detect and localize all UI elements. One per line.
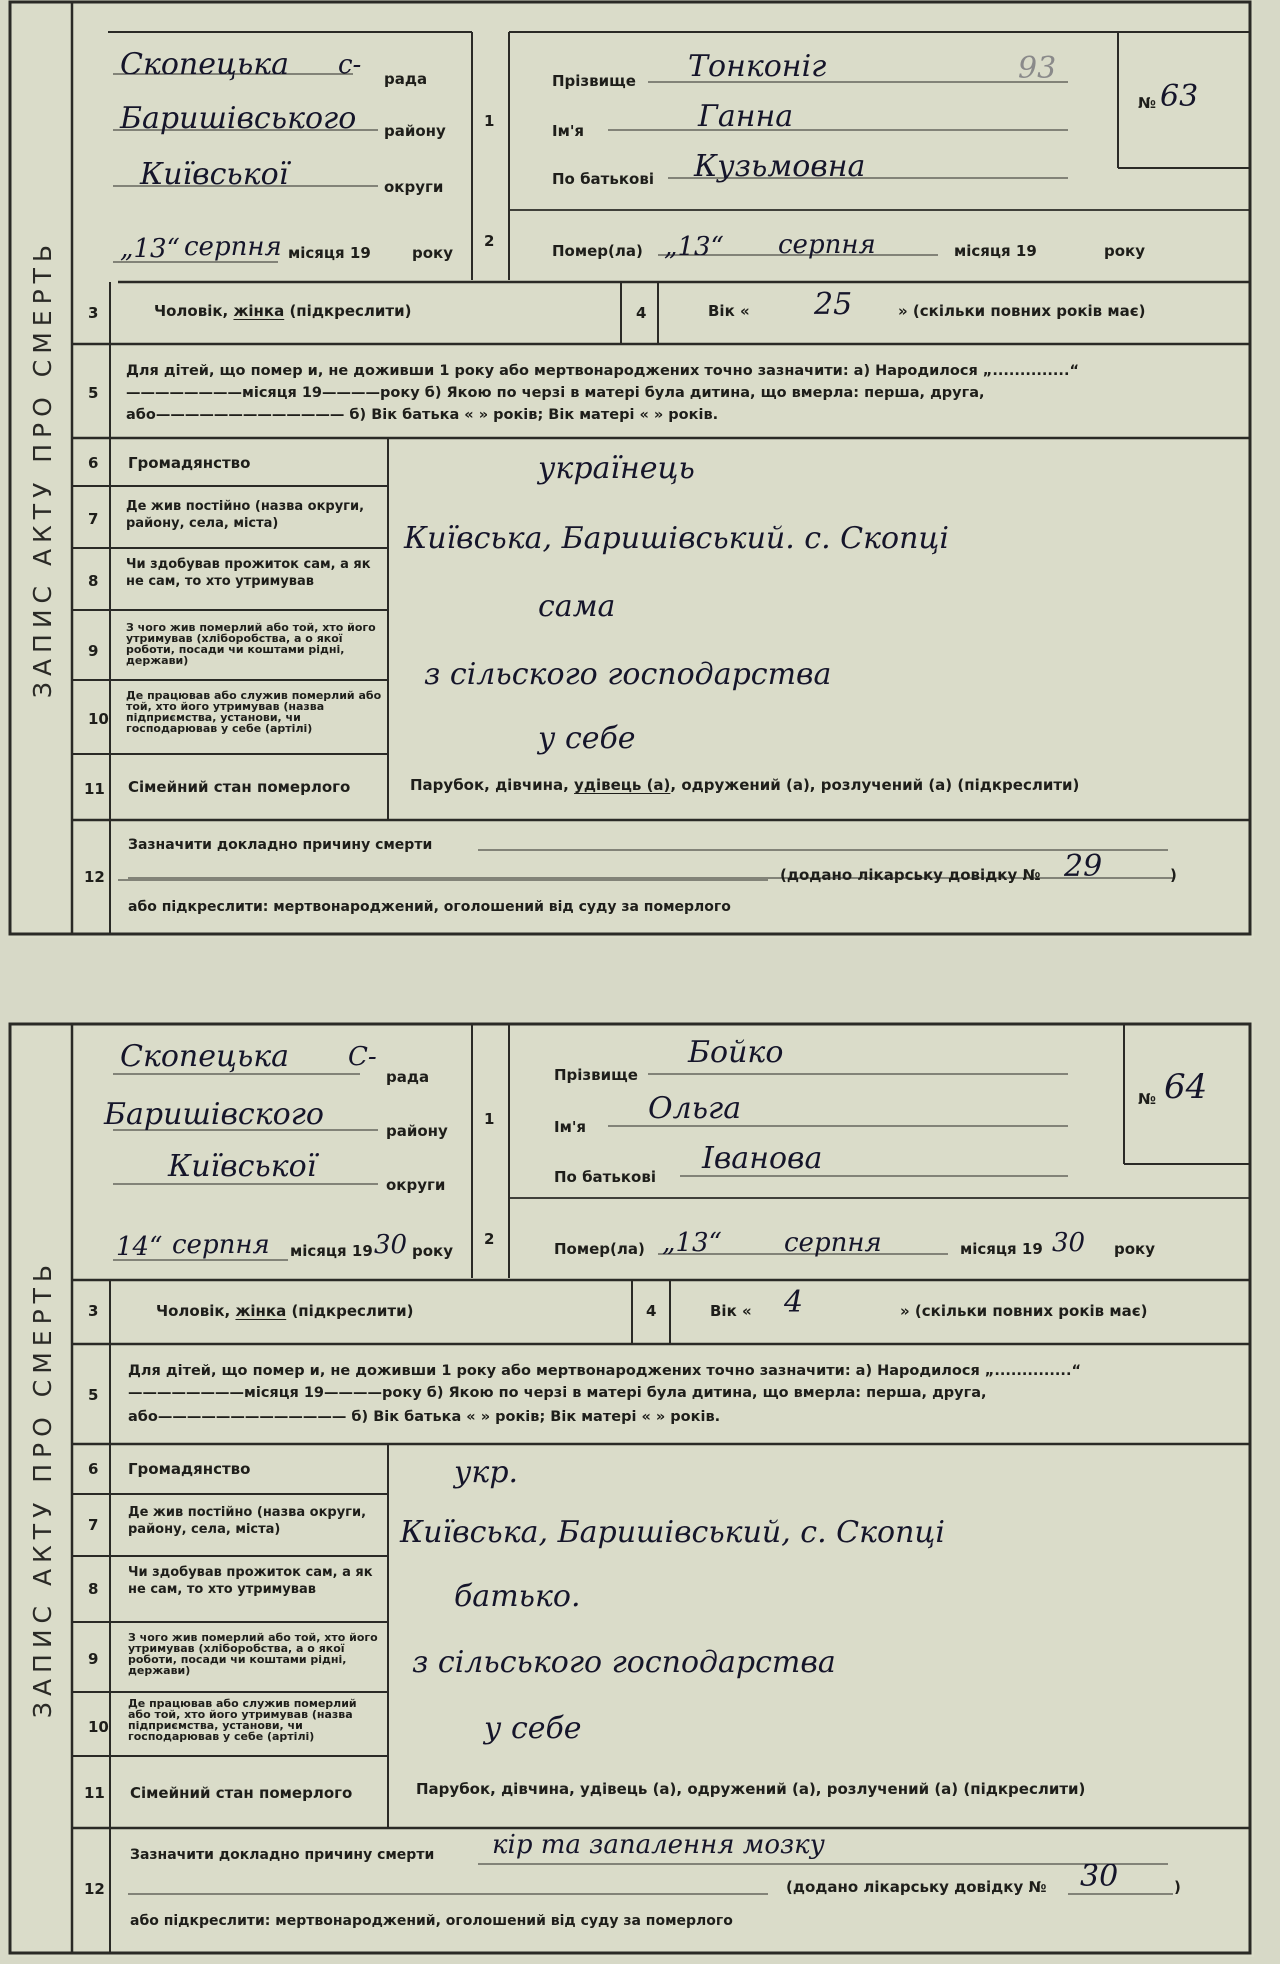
workplace-value: у себе bbox=[538, 721, 636, 756]
rada-label: рада bbox=[386, 1068, 430, 1086]
row-number-11: 11 bbox=[84, 1784, 105, 1802]
row-number-12: 12 bbox=[84, 868, 105, 886]
number-label: № bbox=[1138, 94, 1157, 112]
sex-label: Чоловік, жінка (підкреслити) bbox=[154, 302, 412, 320]
village-value: Скопецька bbox=[120, 1039, 290, 1074]
raion-label: району bbox=[384, 122, 446, 140]
children-line-1: Для дітей, що помер и, не доживши 1 року або мертвонароджених точно зазначити: а) Народилося „..............“ bbox=[126, 363, 1079, 379]
row-number-10: 10 bbox=[88, 1718, 109, 1736]
age-label: Вік « bbox=[708, 302, 750, 320]
residence-label: Де жив постійно (назва округи, району, села, міста) bbox=[128, 1505, 367, 1537]
death-year-label: року bbox=[1114, 1240, 1156, 1258]
okrug-label: округи bbox=[386, 1176, 446, 1194]
residence-value: Київська, Баришівський. с. Скопці bbox=[404, 521, 949, 556]
certificate-value: 30 bbox=[1080, 1859, 1119, 1894]
sex-female-underlined: жінка bbox=[233, 302, 285, 320]
row-number-1: 1 bbox=[484, 1110, 495, 1128]
row-number-4: 4 bbox=[636, 304, 647, 322]
number-label: № bbox=[1138, 1090, 1157, 1108]
name-label: Ім'я bbox=[554, 1118, 587, 1136]
row-number-11: 11 bbox=[84, 780, 105, 798]
death-year-value: 30 bbox=[1052, 1228, 1086, 1258]
death-day-value: „13“ bbox=[662, 1228, 722, 1258]
patronymic-value: Кузьмовна bbox=[694, 149, 866, 184]
marital-options: Парубок, дівчина, удівець (а), одружений (а), розлучений (а) (підкреслити) bbox=[410, 776, 1080, 794]
row-number-7: 7 bbox=[88, 510, 99, 528]
raion-label: району bbox=[386, 1122, 448, 1140]
citizenship-label: Громадянство bbox=[128, 1460, 251, 1478]
row-number-9: 9 bbox=[88, 1650, 99, 1668]
row-number-2: 2 bbox=[484, 232, 495, 250]
patronymic-value: Іванова bbox=[702, 1141, 823, 1176]
age-value: 4 bbox=[784, 1285, 804, 1320]
age-suffix-label: » (скільки повних років має) bbox=[898, 302, 1146, 320]
reg-year-label: року bbox=[412, 1242, 454, 1260]
residence-value: Київська, Баришівський, с. Скопці bbox=[400, 1515, 945, 1550]
children-line-3: або————————————— б) Вік батька « » років; Вік матері « » років. bbox=[128, 1409, 721, 1425]
workplace-label: Де працював або служив померлий або той, хто його утримував (назва підприємства, установи, чи господарював у себе (артілі) bbox=[126, 689, 382, 735]
district-value: Баришівського bbox=[120, 101, 357, 136]
reg-day-value: 14“ bbox=[116, 1232, 163, 1262]
death-record-form-63 bbox=[8, 0, 1254, 938]
source-label: З чого жив померлий або той, хто його утримував (хліборобства, а о якої роботи, посади чи коштами рідні, держави) bbox=[128, 1631, 378, 1677]
side-title: ЗАПИС АКТУ ПРО СМЕРТЬ bbox=[28, 1258, 58, 1719]
cause-value: кір та запалення мозку bbox=[492, 1830, 825, 1860]
patronymic-label: По батькові bbox=[554, 1168, 656, 1186]
side-title: ЗАПИС АКТУ ПРО СМЕРТЬ bbox=[28, 238, 58, 698]
patronymic-label: По батькові bbox=[552, 170, 654, 188]
row-number-10: 10 bbox=[88, 710, 109, 728]
death-month-label: місяця 19 bbox=[960, 1240, 1043, 1258]
children-line-2: ————————місяця 19————року б) Якою по черзі в матері була дитина, що вмерла: перша, друга, bbox=[128, 1385, 987, 1401]
reg-month-value: серпня bbox=[172, 1230, 270, 1260]
row-number-4: 4 bbox=[646, 1302, 657, 1320]
okrug-label: округи bbox=[384, 178, 444, 196]
certificate-label: (додано лікарську довідку № bbox=[780, 866, 1041, 884]
record-number: 64 bbox=[1164, 1067, 1208, 1107]
cause-label: Зазначити докладно причину смерти bbox=[130, 1847, 435, 1863]
citizenship-value: українець bbox=[538, 451, 695, 486]
village-suffix-value: С- bbox=[348, 1042, 377, 1072]
citizenship-label: Громадянство bbox=[128, 454, 251, 472]
age-label: Вік « bbox=[710, 1302, 752, 1320]
death-month-label: місяця 19 bbox=[954, 242, 1037, 260]
district-value: Баришівского bbox=[104, 1097, 324, 1132]
row-number-7: 7 bbox=[88, 1516, 99, 1534]
residence-label: Де жив постійно (назва округи, району, села, міста) bbox=[126, 499, 365, 531]
row-number-6: 6 bbox=[88, 454, 99, 472]
livelihood-value: батько. bbox=[454, 1579, 581, 1614]
row-number-1: 1 bbox=[484, 112, 495, 130]
cause-label: Зазначити докладно причину смерти bbox=[128, 837, 433, 853]
row-number-9: 9 bbox=[88, 642, 99, 660]
rada-label: рада bbox=[384, 70, 428, 88]
death-date-label: Помер(ла) bbox=[552, 242, 643, 260]
surname-label: Прізвище bbox=[552, 72, 636, 90]
age-suffix-label: » (скільки повних років має) bbox=[900, 1302, 1148, 1320]
source-value: з сільського господарства bbox=[412, 1645, 836, 1680]
source-value: з сільского господарства bbox=[424, 657, 832, 692]
pencil-note: 93 bbox=[1018, 51, 1057, 86]
name-value: Ольга bbox=[648, 1091, 742, 1126]
row-number-5: 5 bbox=[88, 384, 99, 402]
children-line-1: Для дітей, що помер и, не доживши 1 року або мертвонароджених точно зазначити: а) Народилося „..............“ bbox=[128, 1363, 1081, 1379]
certificate-value: 29 bbox=[1064, 849, 1103, 884]
surname-value: Бойко bbox=[688, 1035, 784, 1070]
death-day-value: „13“ bbox=[664, 232, 724, 262]
certificate-label: (додано лікарську довідку № bbox=[786, 1878, 1047, 1896]
row-number-6: 6 bbox=[88, 1460, 99, 1478]
reg-month-label: місяця 19 bbox=[290, 1242, 373, 1260]
death-month-value: серпня bbox=[784, 1228, 882, 1258]
citizenship-value: укр. bbox=[454, 1455, 519, 1490]
livelihood-value: сама bbox=[538, 589, 616, 624]
okrug-value: Київської bbox=[168, 1149, 317, 1184]
livelihood-label: Чи здобував прожиток сам, а як не сам, то хто утримував bbox=[128, 1565, 373, 1597]
row-number-3: 3 bbox=[88, 1302, 99, 1320]
marital-widow-underlined: удівець (а) bbox=[574, 776, 671, 794]
village-suffix-value: с- bbox=[338, 50, 362, 80]
death-month-value: серпня bbox=[778, 230, 876, 260]
children-line-2: ————————місяця 19————року б) Якою по черзі в матері була дитина, що вмерла: перша, друга, bbox=[126, 385, 985, 401]
workplace-label: Де працював або служив померлий або той, хто його утримував (назва підприємства, установи, чи господарював у себе (артілі) bbox=[128, 1697, 357, 1743]
sex-label: Чоловік, жінка (підкреслити) bbox=[156, 1302, 414, 1320]
reg-year-label: року bbox=[412, 244, 454, 262]
row-number-8: 8 bbox=[88, 1580, 99, 1598]
name-label: Ім'я bbox=[552, 122, 585, 140]
source-label: З чого жив померлий або той, хто його утримував (хліборобства, а о якої роботи, посади чи коштами рідні, держави) bbox=[126, 621, 376, 667]
reg-year-value: 30 bbox=[374, 1230, 408, 1260]
sex-female-underlined: жінка bbox=[235, 1302, 287, 1320]
record-number: 63 bbox=[1160, 79, 1199, 114]
marital-status-label: Сімейний стан померлого bbox=[130, 1784, 353, 1802]
reg-day-value: „13“ bbox=[120, 234, 180, 264]
certificate-close: ) bbox=[1174, 1878, 1181, 1896]
death-date-label: Помер(ла) bbox=[554, 1240, 645, 1258]
reg-month-label: місяця 19 bbox=[288, 244, 371, 262]
marital-options: Парубок, дівчина, удівець (а), одружений (а), розлучений (а) (підкреслити) bbox=[416, 1780, 1086, 1798]
village-value: Скопецька bbox=[120, 47, 290, 82]
death-record-form-64 bbox=[8, 1022, 1254, 1957]
row-number-5: 5 bbox=[88, 1386, 99, 1404]
surname-value: Тонконіг bbox=[688, 49, 827, 84]
name-value: Ганна bbox=[698, 99, 794, 134]
children-line-3: або————————————— б) Вік батька « » років; Вік матері « » років. bbox=[126, 407, 719, 423]
row-number-3: 3 bbox=[88, 304, 99, 322]
row-number-12: 12 bbox=[84, 1880, 105, 1898]
stillborn-note: або підкреслити: мертвонароджений, оголошений від суду за померлого bbox=[130, 1913, 733, 1929]
workplace-value: у себе bbox=[484, 1711, 582, 1746]
stillborn-note: або підкреслити: мертвонароджений, оголошений від суду за померлого bbox=[128, 899, 731, 915]
death-year-label: року bbox=[1104, 242, 1146, 260]
row-number-2: 2 bbox=[484, 1230, 495, 1248]
surname-label: Прізвище bbox=[554, 1066, 638, 1084]
certificate-close: ) bbox=[1170, 866, 1177, 884]
livelihood-label: Чи здобував прожиток сам, а як не сам, то хто утримував bbox=[126, 557, 371, 589]
row-number-8: 8 bbox=[88, 572, 99, 590]
reg-month-value: серпня bbox=[184, 232, 282, 262]
okrug-value: Київської bbox=[140, 157, 289, 192]
age-value: 25 bbox=[814, 287, 853, 322]
marital-status-label: Сімейний стан померлого bbox=[128, 778, 351, 796]
